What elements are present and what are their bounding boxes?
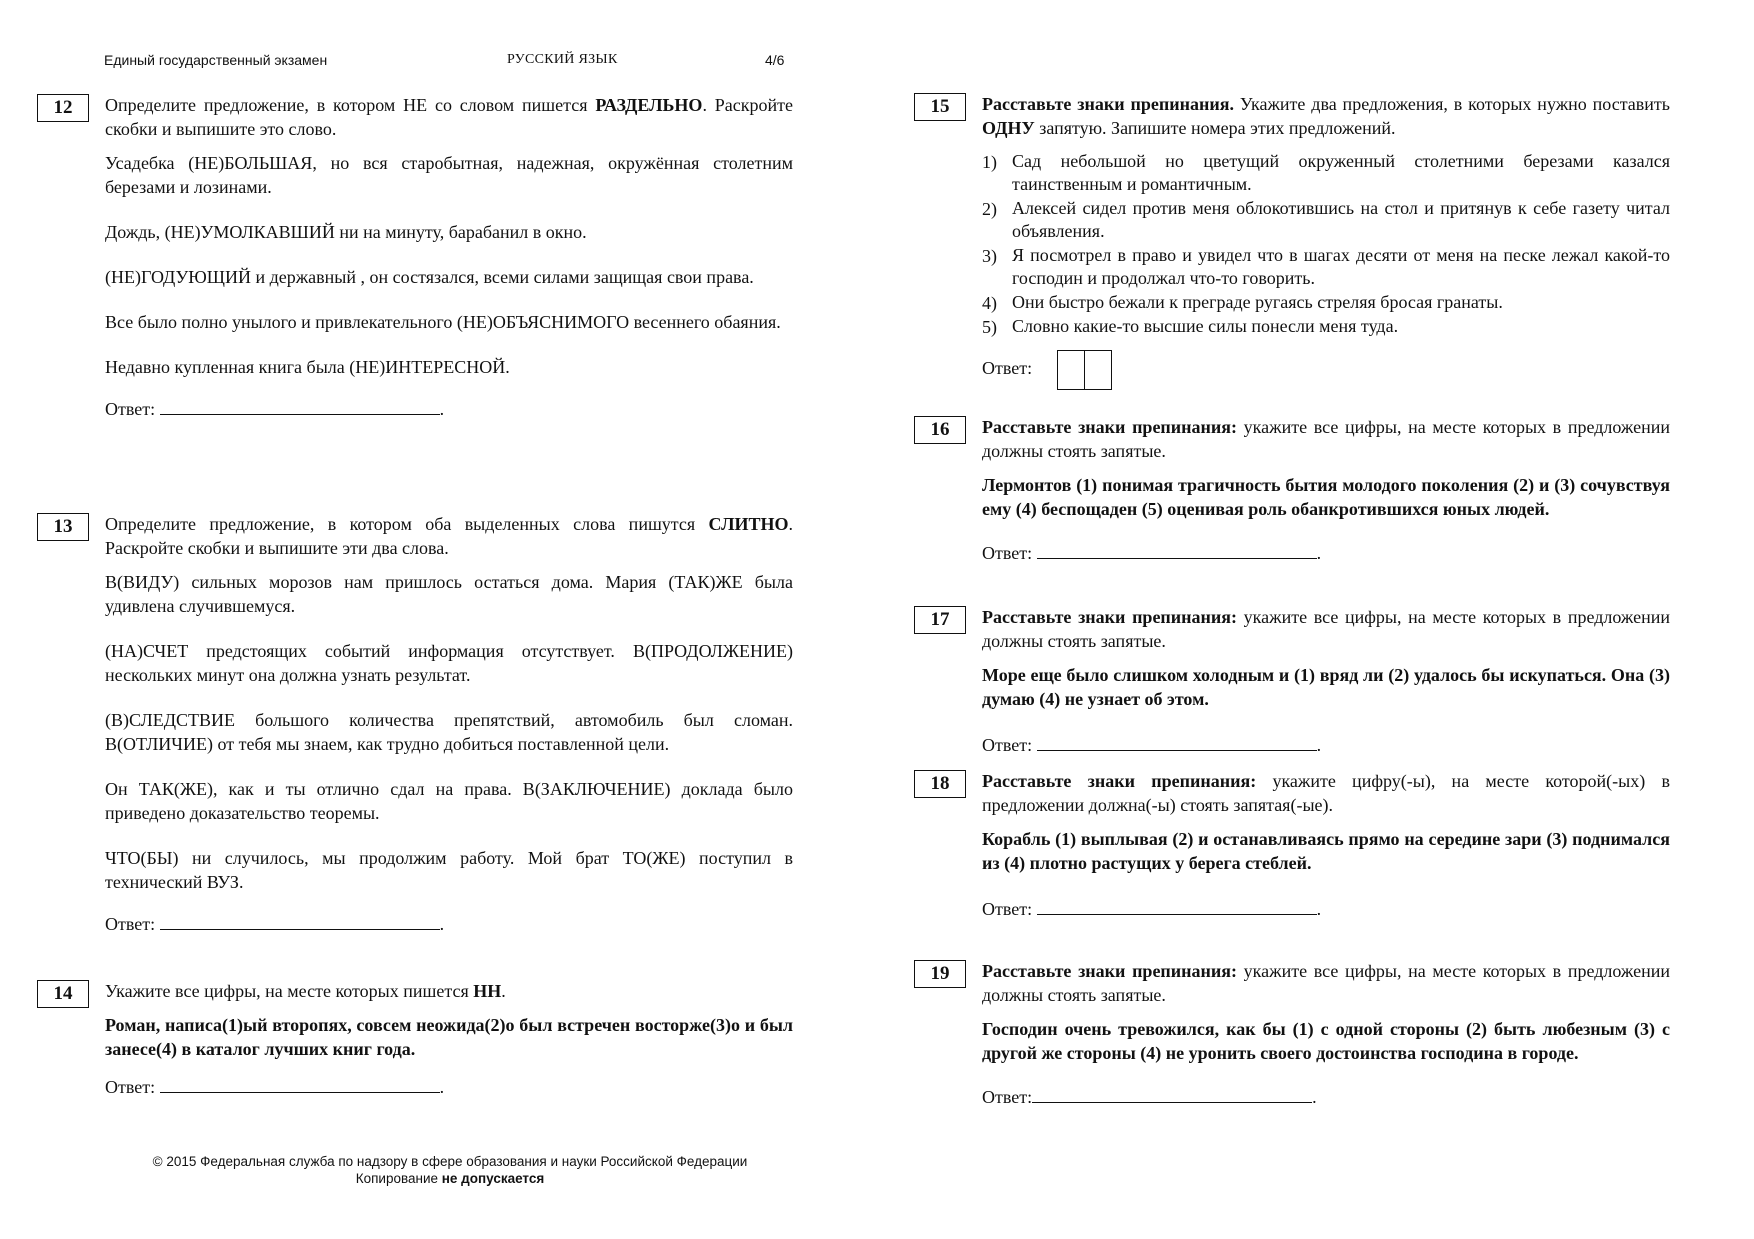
answer-field[interactable]: Ответ: . — [105, 399, 445, 419]
copyright-line: © 2015 Федеральная служба по надзору в сфере образования и науки Российской Федерации — [152, 1154, 748, 1169]
task-number: 15 — [914, 93, 966, 121]
answer-field[interactable]: Ответ: . — [105, 1077, 445, 1097]
sentence: Дождь, (НЕ)УМОЛКАВШИЙ ни на минуту, барабанил в окно. — [105, 222, 587, 242]
copyright-footer — [60, 1153, 840, 1187]
answer-field[interactable]: Ответ: . — [105, 914, 445, 934]
option-item: 3) Я посмотрел в право и увидел что в шагах десяти от меня на песке лежал какой-то господин и продолжал что-то говорить. — [982, 245, 1670, 288]
task-14 — [53, 979, 793, 1099]
answer-field[interactable]: Ответ: . — [982, 543, 1322, 563]
task-number: 17 — [914, 606, 966, 634]
sentence: Роман, написа(1)ый второпях, совсем неожида(2)о был встречен восторже(3)о и был занесе(4) в каталог лучших книг года. — [105, 1015, 793, 1059]
option-item: 1) Сад небольшой но цветущий окруженный столетними березами казался таинственным и романтичным. — [982, 151, 1670, 194]
task-12 — [53, 93, 793, 421]
sentence: Усадебка (НЕ)БОЛЬШАЯ, но вся старобытная, надежная, окружённая столетним березами и лозинами. — [105, 153, 793, 197]
task-question: Расставьте знаки препинания: укажите все цифры, на месте которых в предложении должны стоять запятые. — [982, 417, 1670, 461]
sentence: Все было полно унылого и привлекательного (НЕ)ОБЪЯСНИМОГО весеннего обаяния. — [105, 312, 781, 332]
sentence: Лермонтов (1) понимая трагичность бытия молодого поколения (2) и (3) сочувствуя ему (4) беспощаден (5) оценивая роль обанкротившихся юных людей. — [982, 475, 1670, 519]
sentence: (НЕ)ГОДУЮЩИЙ и державный , он состязался, всеми силами защищая свои права. — [105, 267, 754, 287]
task-number: 14 — [37, 980, 89, 1008]
task-question: Расставьте знаки препинания: укажите все цифры, на месте которых в предложении должны стоять запятые. — [982, 961, 1670, 1005]
option-item: 2) Алексей сидел против меня облокотившись на стол и притянув к себе газету читал объявления. — [982, 198, 1670, 241]
header-exam-title: Единый государственный экзамен — [104, 52, 328, 68]
answer-field[interactable]: Ответ: . — [982, 735, 1322, 755]
task-17 — [930, 605, 1670, 757]
task-question: Расставьте знаки препинания: укажите цифру(-ы), на месте которой(-ых) в предложении должна(-ы) стоять запятая(-ые). — [982, 771, 1670, 815]
answer-cell[interactable] — [1057, 350, 1085, 390]
sentence: Море еще было слишком холодным и (1) вряд ли (2) удалось бы искупаться. Она (3) думаю (4) не узнает об этом. — [982, 665, 1670, 709]
sentence: ЧТО(БЫ) ни случилось, мы продолжим работу. Мой брат ТО(ЖЕ) поступил в технический ВУЗ. — [105, 848, 793, 892]
answer-cells-field: Ответ: — [982, 350, 1670, 390]
task-16 — [930, 415, 1670, 565]
header-page-number: 4/6 — [765, 52, 785, 68]
task-number: 16 — [914, 416, 966, 444]
copy-restriction-line: Копирование не допускается — [355, 1171, 545, 1186]
task-question: Определите предложение, в котором оба выделенных слова пишутся СЛИТНО. Раскройте скобки и выпишите эти два слова. — [105, 514, 793, 558]
task-15 — [930, 92, 1670, 390]
answer-cell[interactable] — [1084, 350, 1112, 390]
task-question: Определите предложение, в котором НЕ со словом пишется РАЗДЕЛЬНО. Раскройте скобки и выпишите это слово. — [105, 95, 793, 139]
answer-field[interactable]: Ответ: . — [982, 1087, 1317, 1107]
sentence: В(ВИДУ) сильных морозов нам пришлось остаться дома. Мария (ТАК)ЖЕ была удивлена случившемуся. — [105, 572, 793, 616]
sentence: (В)СЛЕДСТВИЕ большого количества препятствий, автомобиль был сломан. В(ОТЛИЧИЕ) от тебя мы знаем, как трудно добиться поставленной цели. — [105, 710, 793, 754]
sentence: Он ТАК(ЖЕ), как и ты отлично сдал на права. В(ЗАКЛЮЧЕНИЕ) доклада было приведено доказательство теоремы. — [105, 779, 793, 823]
task-number: 18 — [914, 770, 966, 798]
sentence: Недавно купленная книга была (НЕ)ИНТЕРЕСНОЙ. — [105, 357, 510, 377]
option-item: 5) Словно какие-то высшие силы понесли меня туда. — [982, 316, 1399, 337]
options-list — [982, 150, 1670, 338]
header-subject: РУССКИЙ ЯЗЫК — [507, 52, 618, 67]
sentence: (НА)СЧЕТ предстоящих событий информация отсутствует. В(ПРОДОЛЖЕНИЕ) нескольких минут она должна узнать результат. — [105, 641, 793, 685]
task-question: Расставьте знаки препинания: укажите все цифры, на месте которых в предложении должны стоять запятые. — [982, 607, 1670, 651]
task-question: Расставьте знаки препинания. Укажите два предложения, в которых нужно поставить ОДНУ запятую. Запишите номера этих предложений. — [982, 94, 1670, 138]
task-number: 19 — [914, 960, 966, 988]
task-19 — [930, 959, 1670, 1109]
answer-field[interactable]: Ответ: . — [982, 899, 1322, 919]
task-question: Укажите все цифры, на месте которых пишется НН. — [105, 981, 506, 1001]
task-18 — [930, 769, 1670, 921]
task-13 — [53, 512, 793, 936]
sentence: Господин очень тревожился, как бы (1) с одной стороны (2) быть любезным (3) с другой же стороны (4) не уронить своего достоинства господина в городе. — [982, 1019, 1670, 1063]
sentence: Корабль (1) выплывая (2) и останавливаясь прямо на середине зари (3) поднимался из (4) плотно растущих у берега стеблей. — [982, 829, 1670, 873]
task-number: 12 — [37, 94, 89, 122]
option-item: 4) Они быстро бежали к преграде ругаясь стреляя бросая гранаты. — [982, 292, 1503, 313]
task-number: 13 — [37, 513, 89, 541]
